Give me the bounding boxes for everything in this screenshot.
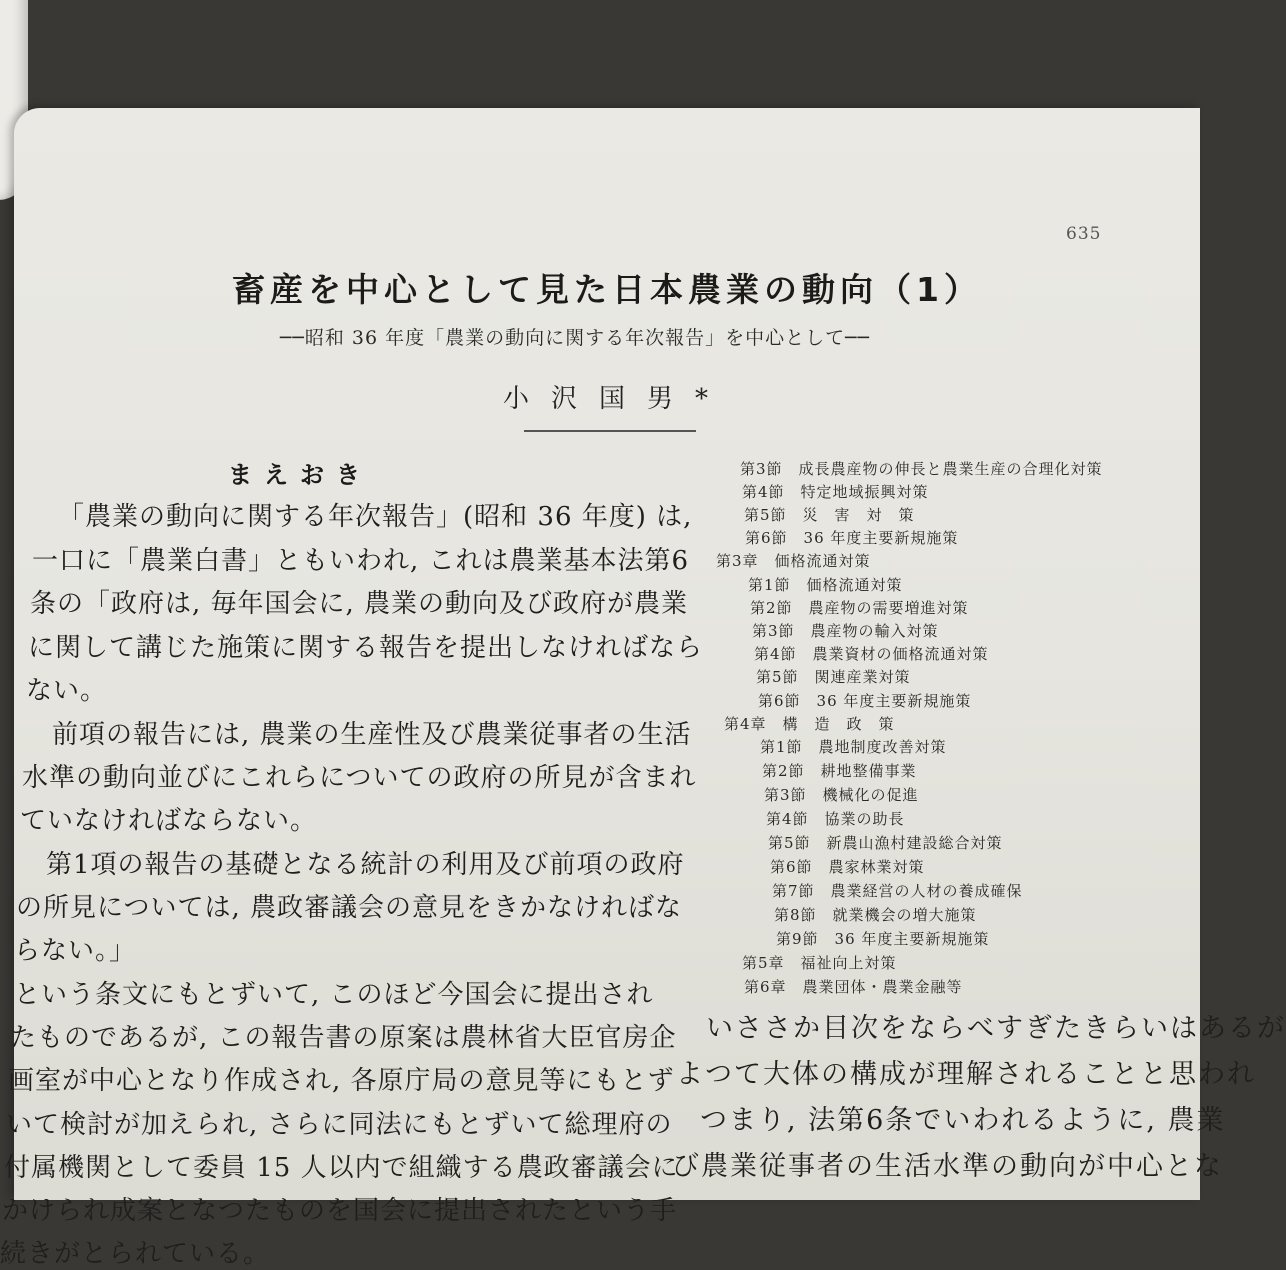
right-body-line: び農業従事者の生活水準の動向が中心とな (672, 1151, 1223, 1182)
right-body-line: よつて大体の構成が理解されることと思われ (676, 1059, 1256, 1090)
toc-item: 第3章 価格流通対策 (716, 552, 871, 570)
body-line: かけられ成案となつたものを国会に提出されたという手 (2, 1196, 678, 1226)
body-line: ない。 (26, 676, 108, 706)
body-line: の所見については, 農政審議会の意見をきかなければな (16, 893, 683, 923)
title-divider (524, 430, 696, 432)
toc-item: 第6節 36 年度主要新規施策 (745, 529, 959, 547)
body-line: 前項の報告には, 農業の生産性及び農業従事者の生活 (52, 720, 692, 750)
body-line: 画室が中心となり作成され, 各原庁局の意見等にもとず (8, 1066, 675, 1096)
toc-item: 第4節 協業の助長 (766, 810, 905, 828)
body-line: 一口に「農業白書」ともいわれ, これは農業基本法第6 (32, 546, 690, 576)
toc-item: 第5節 災 害 対 策 (744, 506, 915, 524)
author-name: 小沢国男* (503, 384, 731, 414)
toc-item: 第3節 農産物の輸入対策 (752, 622, 939, 640)
body-line: 付属機関として委員 15 人以内で組織する農政審議会に (4, 1153, 679, 1183)
toc-item: 第6章 農業団体・農業金融等 (744, 978, 963, 996)
toc-item: 第4章 構 造 政 策 (724, 715, 895, 733)
body-line: 水準の動向並びにこれらについての政府の所見が含まれ (22, 763, 697, 793)
right-body-line: いささか目次をならべすぎたきらいはあるが (706, 1013, 1286, 1044)
body-line: という条文にもとずいて, このほど今国会に提出され (14, 980, 654, 1010)
toc-item: 第1節 農地制度改善対策 (760, 738, 947, 756)
body-line: 続きがとられている。 (0, 1239, 271, 1269)
article-title: 畜産を中心として見た日本農業の動向（1） (232, 270, 982, 309)
body-line: らない。」 (14, 936, 137, 966)
toc-item: 第6節 農家林業対策 (770, 858, 925, 876)
article-subtitle: ──昭和 36 年度「農業の動向に関する年次報告」を中心として── (280, 327, 871, 349)
body-line: に関して講じた施策に関する報告を提出しなければなら (28, 633, 704, 663)
toc-item: 第4節 特定地域振興対策 (742, 483, 929, 501)
toc-item: 第5章 福祉向上対策 (742, 954, 897, 972)
body-line: 「農業の動向に関する年次報告」(昭和 36 年度) は, (58, 502, 693, 532)
toc-item: 第3節 成長農産物の伸長と農業生産の合理化対策 (740, 460, 1103, 478)
toc-item: 第2節 耕地整備事業 (762, 762, 917, 780)
right-body-line: つまり, 法第6条でいわれるように, 農業 (700, 1105, 1226, 1136)
toc-item: 第8節 就業機会の増大施策 (774, 906, 977, 924)
toc-item: 第9節 36 年度主要新規施策 (776, 930, 990, 948)
toc-item: 第4節 農業資材の価格流通対策 (754, 645, 989, 663)
body-line: いて検討が加えられ, さらに同法にもとずいて総理府の (6, 1110, 673, 1140)
toc-item: 第1節 価格流通対策 (748, 576, 903, 594)
toc-item: 第5節 新農山漁村建設総合対策 (768, 834, 1003, 852)
body-line: ていなければならない。 (20, 806, 318, 836)
page-number: 635 (1066, 224, 1102, 244)
body-line: たものであるが, この報告書の原案は農林省大臣官房企 (10, 1023, 677, 1053)
toc-item: 第5節 関連産業対策 (756, 668, 911, 686)
body-line: 条の「政府は, 毎年国会に, 農業の動向及び政府が農業 (30, 589, 689, 619)
toc-item: 第7節 農業経営の人材の養成確保 (772, 882, 1023, 900)
toc-item: 第6節 36 年度主要新規施策 (758, 692, 972, 710)
toc-item: 第2節 農産物の需要増進対策 (750, 599, 969, 617)
section-heading: まえおき (228, 461, 372, 489)
toc-item: 第3節 機械化の促進 (764, 786, 919, 804)
body-line: 第1項の報告の基礎となる統計の利用及び前項の政府 (46, 850, 685, 880)
